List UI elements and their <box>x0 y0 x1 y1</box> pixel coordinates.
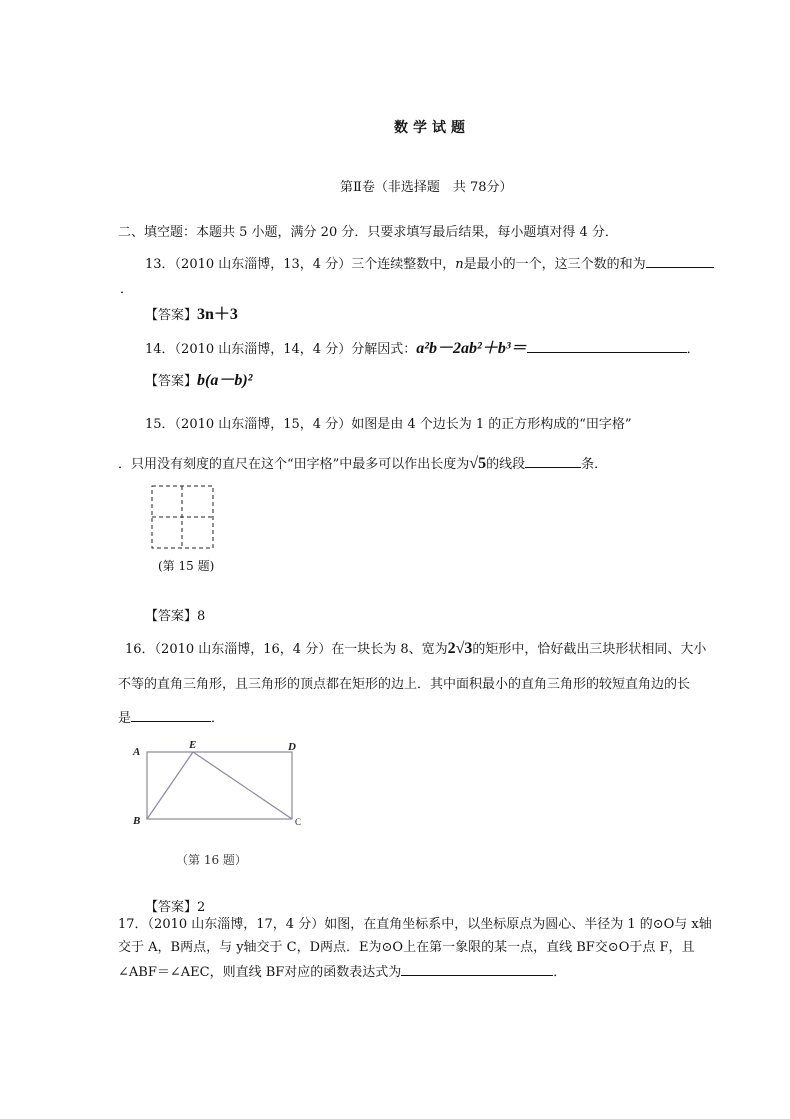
question-15-line1: 15．（2010 山东淄博，15，4 分）如图是由 4 个边长为 1 的正方形构成的“田字格” <box>145 417 632 432</box>
q15-answer <box>145 609 205 625</box>
question-16-line1 <box>125 641 706 658</box>
answer-value: 3n＋3 <box>197 306 238 323</box>
answer-label: 【答案】 <box>145 609 198 624</box>
q17-end: ． <box>553 965 567 980</box>
answer-blank <box>525 455 581 468</box>
label-B: B <box>133 815 141 827</box>
q13-text: 13．（2010 山东淄博，13，4 分）三个连续整数中， <box>145 257 456 272</box>
q16-end: ． <box>211 711 225 726</box>
q15-sqrt: √5 <box>469 455 487 472</box>
answer-blank <box>401 963 553 976</box>
question-16-line2: 不等的直角三角形，且三角形的顶点都在矩形的边上．其中面积最小的直角三角形的较短直角边的长 <box>118 677 691 692</box>
section-heading: 二、填空题：本题共 5 小题，满分 20 分．只要求填写最后结果，每小题填对得 4 分． <box>118 225 618 240</box>
answer-value: 8 <box>197 609 206 624</box>
q14-text: 14．（2010 山东淄博，14，4 分）分解因式： <box>145 342 417 357</box>
q16-answer <box>145 900 205 916</box>
q13-text2: 是最小的一个，这三个数的和为 <box>463 257 646 272</box>
answer-label: 【答案】 <box>145 374 198 389</box>
answer-label: 【答案】 <box>145 308 198 323</box>
q14-end: ． <box>686 342 700 357</box>
question-14 <box>145 340 700 358</box>
q14-answer <box>145 373 252 390</box>
q13-answer <box>145 307 238 324</box>
q16-expression: 2√3 <box>447 640 473 657</box>
answer-blank <box>646 255 714 268</box>
label-E: E <box>189 739 197 751</box>
q16-text3: 是 <box>118 711 132 726</box>
answer-value: b(a－b)² <box>197 372 253 389</box>
label-D: D <box>288 741 296 753</box>
figure-15-caption: (第 15 题) <box>158 559 215 573</box>
q15-text3: 条． <box>581 457 608 472</box>
q13-end: ． <box>120 282 134 297</box>
q15-text: ．只用没有刻度的直尺在这个“田字格”中最多可以作出长度为 <box>118 457 470 472</box>
answer-value: 2 <box>197 900 206 915</box>
question-15-line2 <box>118 455 607 473</box>
question-16-line3 <box>118 709 224 727</box>
label-C: C <box>295 817 302 827</box>
figure-16-caption: （第 16 题） <box>176 853 247 867</box>
question-17-line2: 交于 A，B两点，与 y轴交于 C，D两点．E为⊙O上在第一象限的某一点，直线 BF交⊙O于点 F，且 <box>118 940 695 955</box>
answer-blank <box>131 709 211 722</box>
tian-grid-figure <box>150 485 216 551</box>
page-title: 数学试题 <box>394 120 470 136</box>
question-17-line1: 17．（2010 山东淄博，17，4 分）如图，在直角坐标系中，以坐标原点为圆心、半径为 1 的⊙O与 x轴 <box>118 917 712 932</box>
q14-expression: a²b－2ab²＋b³＝ <box>416 340 527 357</box>
q16-text2: 的矩形中，恰好截出三块形状相同、大小 <box>472 642 707 657</box>
rectangle-triangle-figure <box>125 735 315 835</box>
q15-text2: 的线段 <box>486 457 526 472</box>
q16-text: 16．（2010 山东淄博，16，4 分）在一块长为 8、宽为 <box>125 642 448 657</box>
label-A: A <box>133 746 141 758</box>
question-13 <box>145 255 714 273</box>
q13-var: n <box>455 257 464 272</box>
answer-blank <box>527 340 687 353</box>
question-17-line3 <box>118 963 566 981</box>
answer-label: 【答案】 <box>145 900 198 915</box>
section-subtitle: 第Ⅱ卷（非选择题 共 78分） <box>340 180 513 195</box>
q17-text: ∠ABF＝∠AEC，则直线 BF对应的函数表达式为 <box>118 965 402 980</box>
